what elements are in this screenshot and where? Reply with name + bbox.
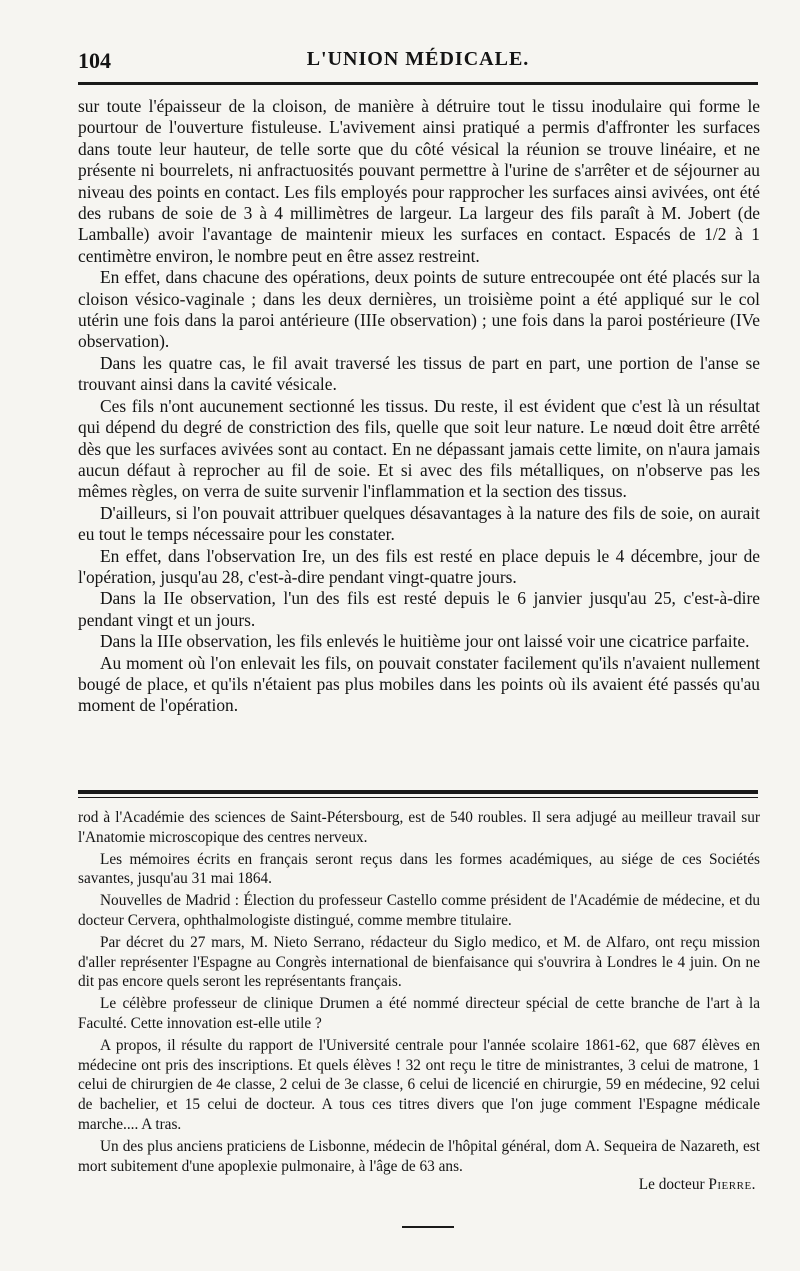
footer-rule — [402, 1226, 454, 1228]
paragraph: sur toute l'épaisseur de la cloison, de manière à détruire tout le tissu inodulaire qui forme le pourtour de l'ouverture fistuleuse. L'avivement ainsi pratiqué a permis d'affronter les surfaces dans toute leur hauteur, de telle sorte que du côté vésical la réunion se trouve linéaire, et ne présente ni bourrelets, ni anfractuosités pouvant permettre à l'urine de s'arrêter et de séjourner au niveau des points en contact. Les fils employés pour rapprocher les surfaces ainsi avivées, ont été des rubans de soie de 3 à 4 millimètres de largeur. La largeur des fils paraît à M. Jobert (de Lamballe) avoir l'avantage de maintenir mieux les surfaces en contact. Espacés de 1/2 à 1 centimètre environ, le nombre peut en être assez restreint. — [78, 96, 760, 266]
news-paragraph: Les mémoires écrits en français seront reçus dans les formes académiques, au siége de ces Sociétés savantes, jusqu'au 31 mai 1864. — [78, 850, 760, 888]
paragraph: Ces fils n'ont aucunement sectionné les tissus. Du reste, il est évident que c'est là un résultat qui dépend du degré de constriction des fils, quelle que soit leur nature. Le nœud doit être arrêté dès que les surfaces avivées sont au contact. En ne dépassant jamais cette limite, on n'aura jamais aucun défaut à reprocher au fil de soie. Et si avec des fils métalliques, on n'observe pas les mêmes règles, on verra de suite survenir l'inflammation et la section des tissus. — [78, 395, 760, 502]
paragraph: Au moment où l'on enlevait les fils, on pouvait constater facilement qu'ils n'avaient nullement bougé de place, et qu'ils n'étaient pas plus mobiles dans les points où ils avaient été passés qu'au moment de l'opération. — [78, 652, 760, 716]
paragraph: En effet, dans l'observation Ire, un des fils est resté en place depuis le 4 décembre, jour de l'opération, jusqu'au 28, c'est-à-dire pendant vingt-quatre jours. — [78, 545, 760, 587]
header-rule — [78, 82, 758, 85]
signature-prefix: Le docteur — [638, 1176, 709, 1193]
running-title: L'UNION MÉDICALE. — [306, 48, 530, 70]
main-article — [78, 96, 760, 717]
paragraph: Dans la IIIe observation, les fils enlevés le huitième jour ont laissé voir une cicatrice parfaite. — [100, 631, 750, 652]
news-paragraph: rod à l'Académie des sciences de Saint-Pétersbourg, est de 540 roubles. Il sera adjugé au meilleur travail sur l'Anatomie microscopique des centres nerveux. — [78, 809, 760, 846]
paragraph: Dans la IIe observation, l'un des fils est resté depuis le 6 janvier jusqu'au 25, c'est-à-dire pendant vingt et un jours. — [78, 588, 760, 630]
news-paragraph: Nouvelles de Madrid : Élection du professeur Castello comme président de l'Académie de médecine, et du docteur Cervera, ophthalmologiste distingué, comme membre titulaire. — [78, 892, 760, 929]
signature — [639, 1176, 756, 1194]
signature-name: Pierre. — [708, 1176, 756, 1193]
news-paragraph: Le célèbre professeur de clinique Drumen a été nommé directeur spécial de cette branche de l'art à la Faculté. Cette innovation est-elle utile ? — [78, 995, 760, 1032]
section-divider-thin — [78, 797, 758, 798]
section-divider — [78, 790, 758, 794]
news-paragraph: Par décret du 27 mars, M. Nieto Serrano, rédacteur du Siglo medico, et M. de Alfaro, ont reçu mission d'aller représenter l'Espagne au Congrès international de bienfaisance qui s'ouvrira à Londres le 4 juin. On ne dit pas encore quels seront les représentants français. — [78, 933, 760, 991]
paragraph: D'ailleurs, si l'on pouvait attribuer quelques désavantages à la nature des fils de soie, on aurait eu tout le temps nécessaire pour les constater. — [78, 502, 760, 545]
news-paragraph: A propos, il résulte du rapport de l'Université centrale pour l'année scolaire 1861-62, que 687 élèves en médecine ont pris des inscriptions. Et quels élèves ! 32 ont reçu le titre de ministrantes, 3 celui de matrone, 1 celui de chirurgien de 4e classe, 2 celui de 3e classe, 6 celui de licencié en chirurgie, 59 en médecine, 92 celui de bachelier, et 15 celui de docteur. A tous ces titres divers que l'on juge comment l'Espagne médicale marche.... A tras. — [78, 1036, 760, 1133]
news-section — [78, 808, 760, 1178]
page-header — [78, 48, 758, 78]
page-number: 104 — [78, 48, 111, 73]
paragraph: En effet, dans chacune des opérations, deux points de suture entrecoupée ont été placés sur la cloison vésico-vaginale ; dans les deux dernières, un troisième point a été appliqué sur le col utérin une fois dans la paroi antérieure (IIIe observation) ; une fois dans la paroi postérieure (IVe observation). — [78, 267, 760, 352]
paragraph: Dans les quatre cas, le fil avait traversé les tissus de part en part, une portion de l'anse se trouvant ainsi dans la cavité vésicale. — [78, 352, 760, 395]
news-paragraph: Un des plus anciens praticiens de Lisbonne, médecin de l'hôpital général, dom A. Sequeira de Nazareth, est mort subitement d'une apoplexie pulmonaire, à l'âge de 63 ans. — [78, 1137, 760, 1175]
